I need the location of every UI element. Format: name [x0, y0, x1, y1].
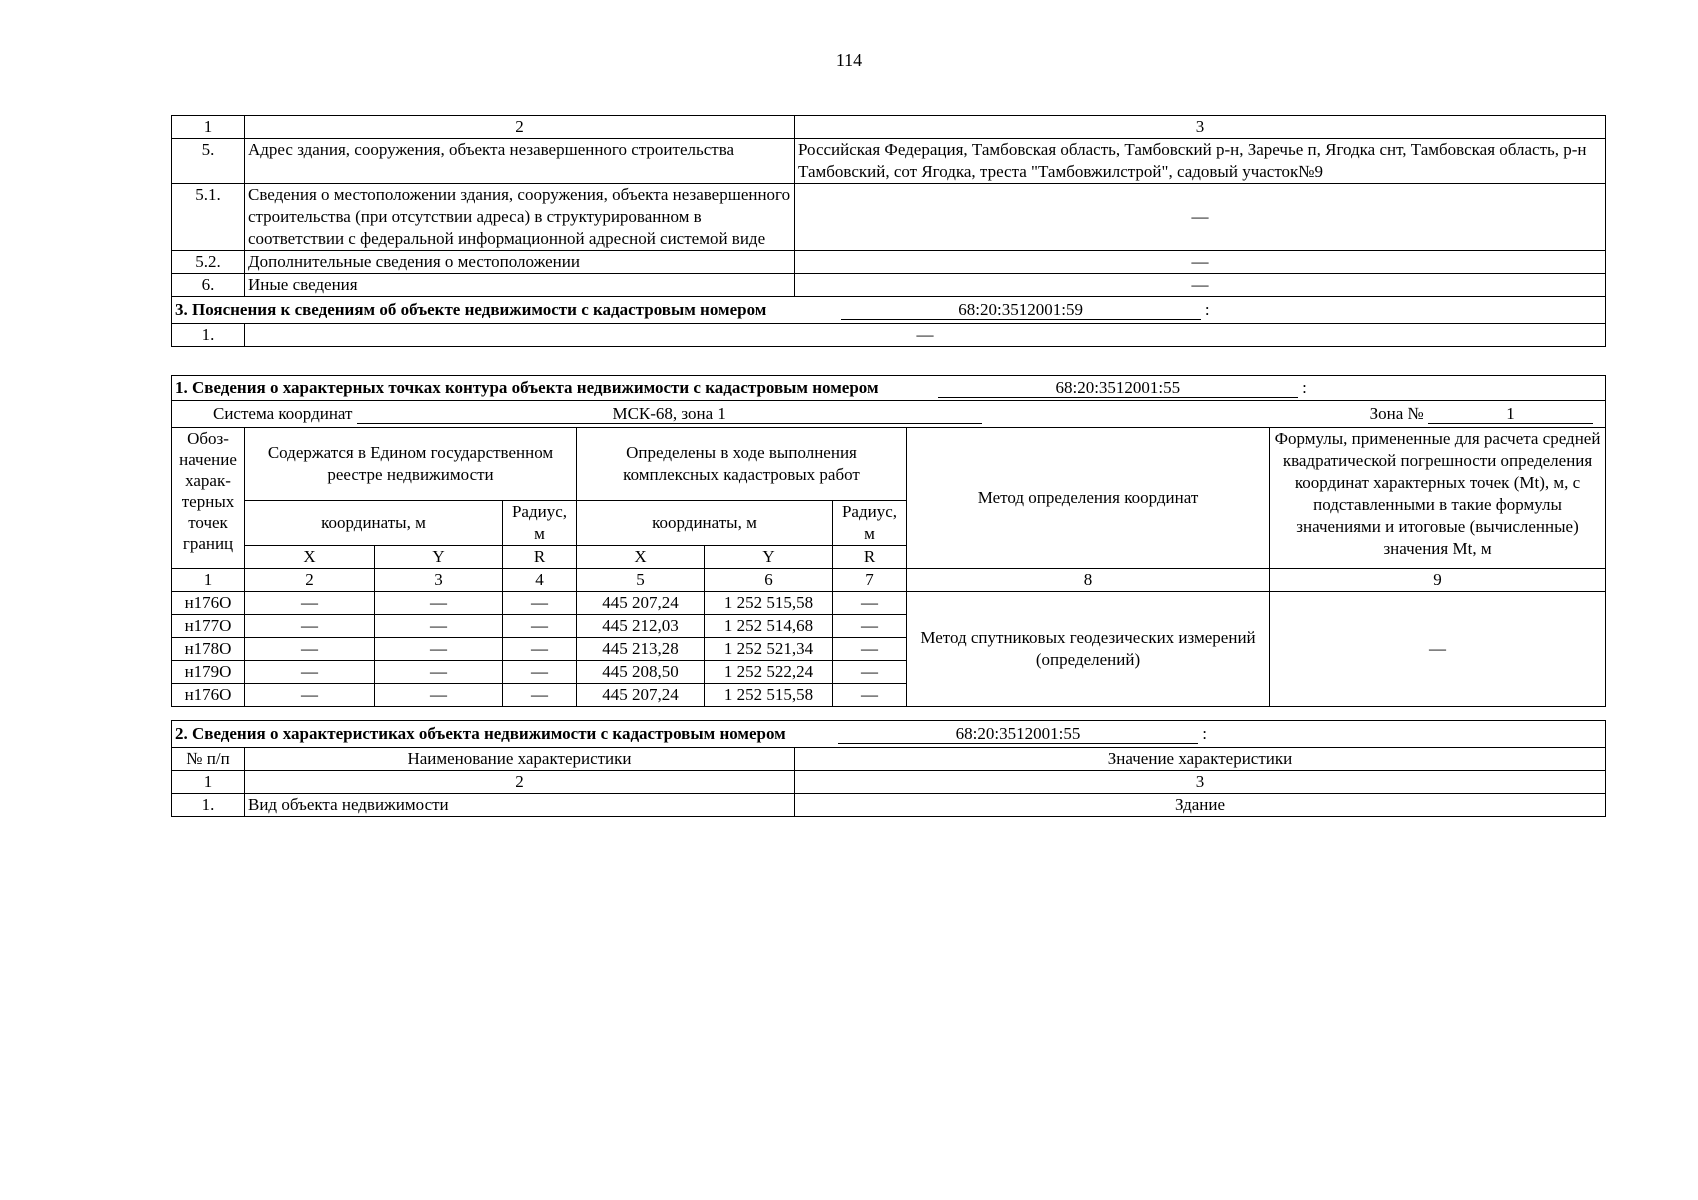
- cadastral-number: 68:20:3512001:59: [841, 301, 1201, 320]
- col-num-2: 2: [245, 771, 795, 794]
- address-table: [171, 115, 1606, 347]
- row-name: Дополнительные сведения о местоположении: [245, 251, 795, 274]
- row-number: 1.: [172, 794, 245, 817]
- egrn-x: —: [245, 592, 375, 615]
- section-3-header: [172, 297, 1606, 324]
- egrn-coords-header: координаты, м: [245, 501, 503, 546]
- col-num-3: 3: [795, 771, 1606, 794]
- ccw-y: 1 252 515,58: [705, 592, 833, 615]
- col-num-5: 5: [577, 569, 705, 592]
- column-numbers-row: [172, 569, 1606, 592]
- ccw-radius-header: Радиус, м: [833, 501, 907, 546]
- ccw-y: 1 252 515,58: [705, 684, 833, 707]
- egrn-y: —: [375, 684, 503, 707]
- ccw-x: 445 207,24: [577, 684, 705, 707]
- points-table: [171, 375, 1606, 707]
- egrn-x: —: [245, 661, 375, 684]
- egrn-y: —: [375, 661, 503, 684]
- coordinate-system-value: МСК-68, зона 1: [357, 405, 982, 424]
- row-number: 5.1.: [172, 184, 245, 251]
- row-name: Сведения о местоположении здания, сооружения, объекта незавершенного строительства (при отсутствии адреса) в структурированном в соответствии с федеральной информационной адресной системой виде: [245, 184, 795, 251]
- col-num-3: 3: [795, 116, 1606, 139]
- row-value: Здание: [795, 794, 1606, 817]
- cadastral-number: 68:20:3512001:55: [838, 725, 1198, 744]
- col-num-2: 2: [245, 116, 795, 139]
- section-title: 3. Пояснения к сведениям об объекте недвижимости с кадастровым номером: [175, 300, 767, 319]
- ccw-coords-header: координаты, м: [577, 501, 833, 546]
- col-num-1: 1: [172, 771, 245, 794]
- egrn-x: —: [245, 684, 375, 707]
- egrn-header: Содержатся в Едином государственном реестре недвижимости: [245, 428, 577, 501]
- row-number: 5.2.: [172, 251, 245, 274]
- ccw-r-header: R: [833, 546, 907, 569]
- row-value: —: [245, 324, 1606, 347]
- ccw-x: 445 213,28: [577, 638, 705, 661]
- num-header: № п/п: [172, 748, 245, 771]
- point-id: н179О: [172, 661, 245, 684]
- coordinate-system-label: Система координат: [213, 404, 353, 423]
- section-1-header: [172, 376, 1606, 401]
- row-name: Вид объекта недвижимости: [245, 794, 795, 817]
- row-value: —: [795, 274, 1606, 297]
- section-title: 2. Сведения о характеристиках объекта недвижимости с кадастровым номером: [175, 724, 786, 743]
- egrn-x: —: [245, 638, 375, 661]
- row-value: —: [795, 251, 1606, 274]
- table-row: [172, 139, 1606, 184]
- formulas-header: Формулы, примененные для расчета средней квадратической погрешности определения координат характерных точек (Mt), м, с подставленными в такие формулы значениями и итоговые (вычисленные) значения Mt, м: [1270, 428, 1606, 569]
- ccw-x: 445 208,50: [577, 661, 705, 684]
- col-num-1: 1: [172, 116, 245, 139]
- colon: :: [1302, 378, 1307, 397]
- egrn-r: —: [503, 661, 577, 684]
- method-header: Метод определения координат: [907, 428, 1270, 569]
- point-id: н177О: [172, 615, 245, 638]
- page-number: 114: [835, 50, 863, 70]
- egrn-y: —: [375, 592, 503, 615]
- col-num-4: 4: [503, 569, 577, 592]
- method-value: Метод спутниковых геодезических измерений (определений): [907, 592, 1270, 707]
- ccw-y: 1 252 514,68: [705, 615, 833, 638]
- table-row: [172, 324, 1606, 347]
- table-row: [172, 794, 1606, 817]
- section-title: 1. Сведения о характерных точках контура объекта недвижимости с кадастровым номером: [175, 378, 879, 397]
- designation-header: Обоз-начение харак-терных точек границ: [172, 428, 245, 569]
- cadastral-number: 68:20:3512001:55: [938, 379, 1298, 398]
- point-id: н176О: [172, 684, 245, 707]
- table-row: [172, 274, 1606, 297]
- name-header: Наименование характеристики: [245, 748, 795, 771]
- point-id: н178О: [172, 638, 245, 661]
- column-numbers-row: [172, 116, 1606, 139]
- col-num-3: 3: [375, 569, 503, 592]
- row-number: 6.: [172, 274, 245, 297]
- ccw-header: Определены в ходе выполнения комплексных кадастровых работ: [577, 428, 907, 501]
- egrn-r: —: [503, 684, 577, 707]
- table-row: [172, 251, 1606, 274]
- colon: :: [1204, 300, 1210, 319]
- header-row-1: [172, 428, 1606, 501]
- header-row: [172, 748, 1606, 771]
- row-name: Иные сведения: [245, 274, 795, 297]
- table-row: [172, 592, 1606, 615]
- value-header: Значение характеристики: [795, 748, 1606, 771]
- row-number: 5.: [172, 139, 245, 184]
- ccw-r: —: [833, 684, 907, 707]
- col-num-8: 8: [907, 569, 1270, 592]
- ccw-y: 1 252 522,24: [705, 661, 833, 684]
- row-value: —: [795, 184, 1606, 251]
- egrn-y: —: [375, 638, 503, 661]
- zone-label: Зона №: [1369, 404, 1424, 423]
- colon: :: [1202, 724, 1207, 743]
- col-num-1: 1: [172, 569, 245, 592]
- point-id: н176О: [172, 592, 245, 615]
- ccw-r: —: [833, 661, 907, 684]
- col-num-9: 9: [1270, 569, 1606, 592]
- table-row: [172, 184, 1606, 251]
- ccw-r: —: [833, 615, 907, 638]
- characteristics-table: [171, 720, 1606, 817]
- egrn-r-header: R: [503, 546, 577, 569]
- egrn-y: —: [375, 615, 503, 638]
- egrn-r: —: [503, 638, 577, 661]
- column-numbers-row: [172, 771, 1606, 794]
- row-number: 1.: [172, 324, 245, 347]
- col-num-2: 2: [245, 569, 375, 592]
- egrn-x-header: X: [245, 546, 375, 569]
- row-value: Российская Федерация, Тамбовская область, Тамбовский р-н, Заречье п, Ягодка снт, Тамбовская область, р-н Тамбовский, сот Ягодка, треста "Тамбовжилстрой", садовый участок№9: [795, 139, 1606, 184]
- egrn-x: —: [245, 615, 375, 638]
- ccw-x: 445 207,24: [577, 592, 705, 615]
- egrn-r: —: [503, 592, 577, 615]
- ccw-y-header: Y: [705, 546, 833, 569]
- ccw-y: 1 252 521,34: [705, 638, 833, 661]
- coordinate-system-row: [172, 401, 1606, 428]
- ccw-x: 445 212,03: [577, 615, 705, 638]
- col-num-6: 6: [705, 569, 833, 592]
- ccw-x-header: X: [577, 546, 705, 569]
- formulas-value: —: [1270, 592, 1606, 707]
- ccw-r: —: [833, 592, 907, 615]
- egrn-y-header: Y: [375, 546, 503, 569]
- zone-value: 1: [1428, 405, 1593, 424]
- egrn-r: —: [503, 615, 577, 638]
- row-name: Адрес здания, сооружения, объекта незавершенного строительства: [245, 139, 795, 184]
- section-2-header: [172, 721, 1606, 748]
- egrn-radius-header: Радиус, м: [503, 501, 577, 546]
- col-num-7: 7: [833, 569, 907, 592]
- ccw-r: —: [833, 638, 907, 661]
